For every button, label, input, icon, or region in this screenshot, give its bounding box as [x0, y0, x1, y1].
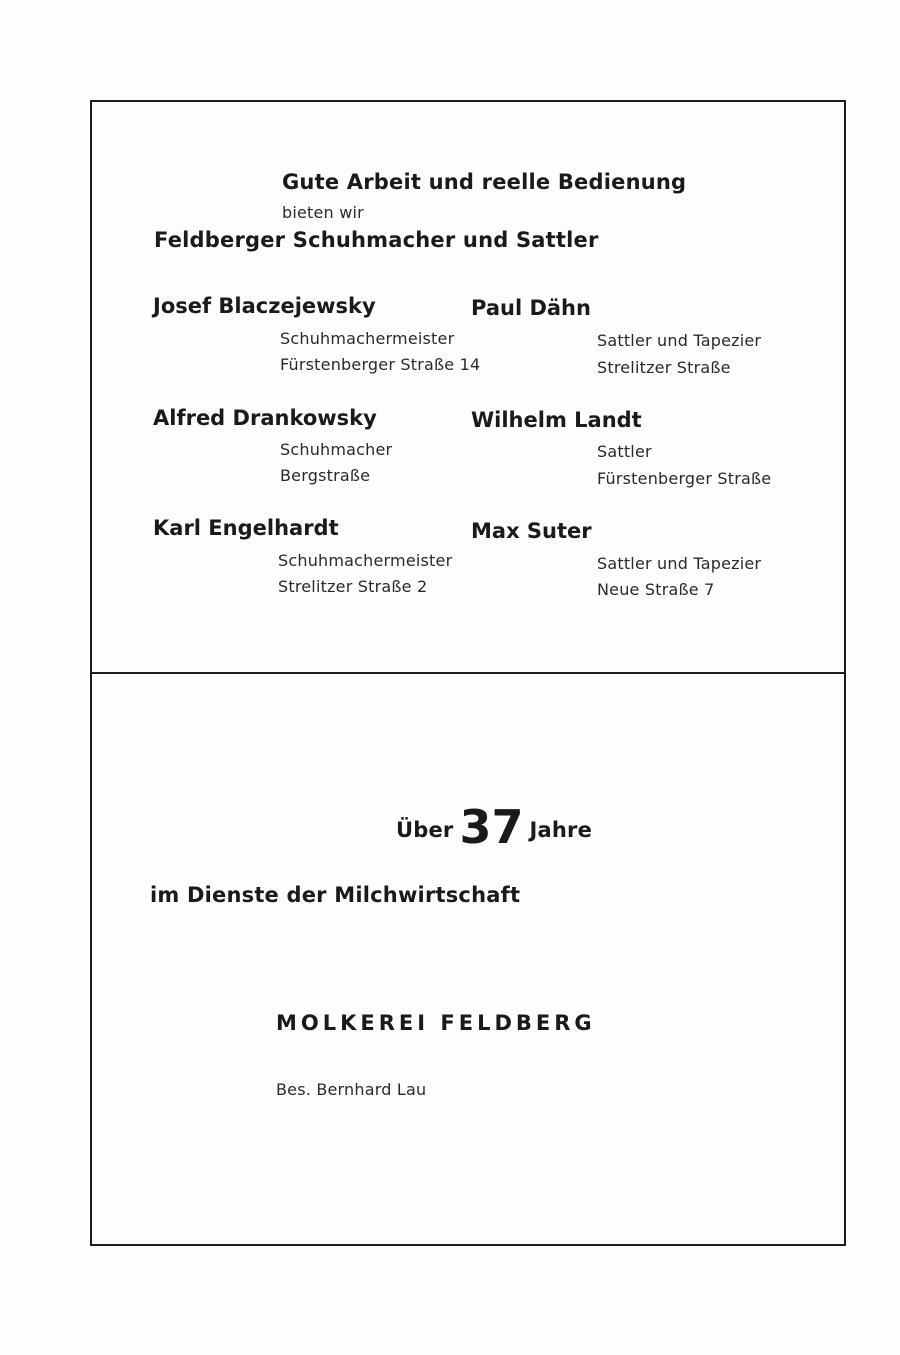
- years-number: 37: [459, 800, 524, 854]
- group-title: Feldberger Schuhmacher und Sattler: [154, 228, 599, 252]
- entry-name: Wilhelm Landt: [471, 408, 642, 432]
- entry-trade: Sattler und Tapezier: [597, 331, 762, 350]
- entry-name: Max Suter: [471, 519, 592, 543]
- entry-name: Alfred Drankowsky: [153, 406, 377, 430]
- entry-name: Josef Blaczejewsky: [153, 294, 376, 318]
- years-suffix: Jahre: [529, 818, 593, 842]
- headline: Gute Arbeit und reelle Bedienung: [282, 170, 687, 194]
- service-line: im Dienste der Milchwirtschaft: [150, 883, 521, 907]
- years-line: [396, 800, 592, 854]
- entry-trade: Schuhmachermeister: [278, 551, 453, 570]
- entry-trade: Schuhmachermeister: [280, 329, 455, 348]
- subline: bieten wir: [282, 203, 364, 222]
- entry-trade: Sattler und Tapezier: [597, 554, 762, 573]
- ad-divider-line: [92, 672, 844, 674]
- entry-name: Paul Dähn: [471, 296, 591, 320]
- entry-address: Fürstenberger Straße 14: [280, 355, 481, 374]
- company-name: MOLKEREI FELDBERG: [276, 1011, 596, 1035]
- entry-trade: Sattler: [597, 442, 652, 461]
- entry-trade: Schuhmacher: [280, 440, 393, 459]
- entry-address: Fürstenberger Straße: [597, 469, 772, 488]
- entry-address: Strelitzer Straße: [597, 358, 731, 377]
- entry-address: Neue Straße 7: [597, 580, 715, 599]
- entry-address: Strelitzer Straße 2: [278, 577, 428, 596]
- entry-address: Bergstraße: [280, 466, 371, 485]
- owner-line: Bes. Bernhard Lau: [276, 1080, 427, 1099]
- years-prefix: Über: [396, 818, 454, 842]
- entry-name: Karl Engelhardt: [153, 516, 339, 540]
